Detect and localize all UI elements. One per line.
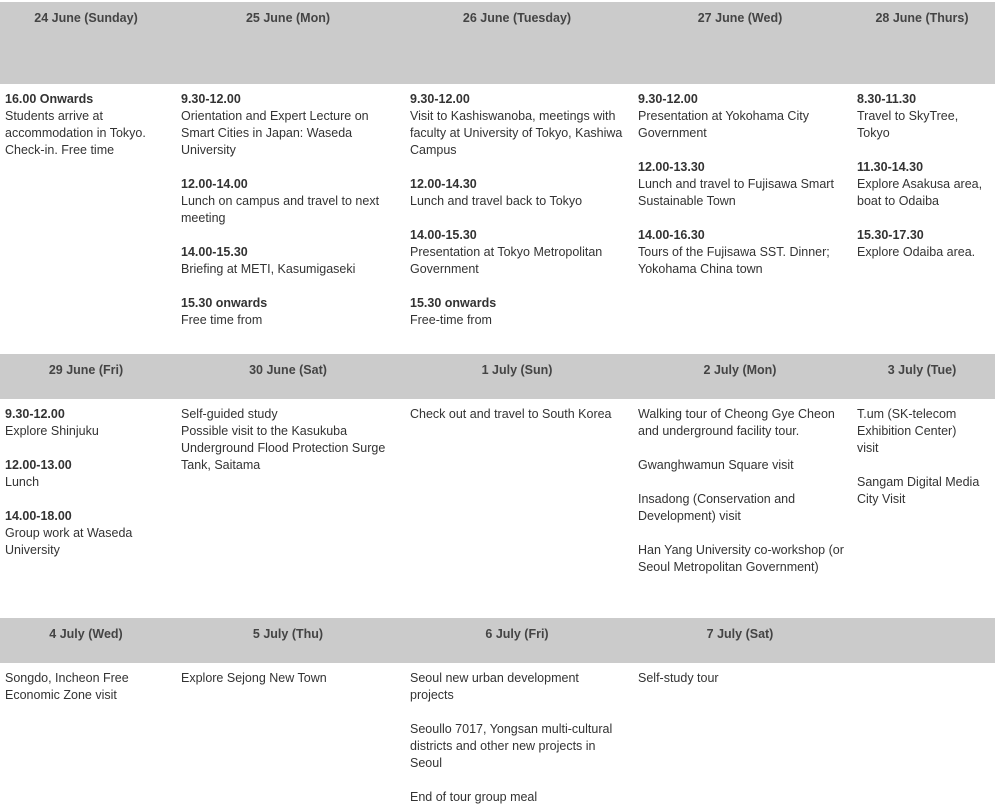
- day-header: 2 July (Mon): [703, 363, 777, 377]
- activity-description: Self-study tour: [638, 671, 719, 685]
- schedule-entry: [410, 406, 625, 423]
- activity-description: Self-guided study Possible visit to the Kasukuba Underground Flood Protection Surge Tank, Saitama: [181, 407, 386, 472]
- schedule-entry: [638, 491, 848, 525]
- activity-description: Explore Sejong New Town: [181, 671, 327, 685]
- activity-description: Sangam Digital Media City Visit: [857, 475, 980, 506]
- day-cell: [638, 91, 848, 278]
- schedule-entry: [638, 159, 848, 210]
- day-header: 6 July (Fri): [485, 627, 549, 641]
- time-slot: 12.00-13.30: [638, 160, 705, 174]
- activity-description: Students arrive at accommodation in Tokyo. Check-in. Free time: [5, 109, 146, 157]
- activity-description: Presentation at Yokohama City Government: [638, 109, 809, 140]
- time-slot: 15.30-17.30: [857, 228, 924, 242]
- schedule-entry: [638, 406, 848, 440]
- schedule-entry: [410, 176, 625, 210]
- day-cell: [5, 670, 170, 704]
- schedule-entry: [181, 670, 396, 687]
- time-slot: 14.00-18.00: [5, 509, 72, 523]
- activity-description: Lunch: [5, 475, 40, 489]
- activity-description: Lunch on campus and travel to next meeting: [181, 194, 380, 225]
- activity-description: Lunch and travel back to Tokyo: [410, 194, 583, 208]
- time-slot: 14.00-16.30: [638, 228, 705, 242]
- time-slot: 9.30-12.00: [410, 92, 470, 106]
- day-cell: [410, 406, 625, 423]
- day-header: 4 July (Wed): [49, 627, 123, 641]
- schedule-entry: [5, 406, 170, 440]
- day-header: 24 June (Sunday): [34, 11, 138, 25]
- day-header: 30 June (Sat): [249, 363, 327, 377]
- schedule-entry: [638, 670, 848, 687]
- day-cell: [638, 670, 848, 687]
- activity-description: Songdo, Incheon Free Economic Zone visit: [5, 671, 129, 702]
- activity-description: T.um (SK-telecom Exhibition Center) visit: [857, 407, 957, 455]
- schedule-entry: [410, 227, 625, 278]
- schedule-entry: [638, 457, 848, 474]
- activity-description: Gwanghwamun Square visit: [638, 458, 794, 472]
- time-slot: 11.30-14.30: [857, 160, 924, 174]
- activity-description: Tours of the Fujisawa SST. Dinner; Yokohama China town: [638, 245, 830, 276]
- schedule-entry: [181, 91, 396, 159]
- schedule-entry: [410, 721, 625, 772]
- activity-description: Han Yang University co-workshop (or Seoul Metropolitan Government): [638, 543, 844, 574]
- schedule-entry: [857, 159, 992, 210]
- activity-description: Presentation at Tokyo Metropolitan Government: [410, 245, 603, 276]
- schedule-entry: [410, 295, 625, 329]
- time-slot: 12.00-13.00: [5, 458, 72, 472]
- day-header: 7 July (Sat): [706, 627, 774, 641]
- schedule-entry: [5, 508, 170, 559]
- schedule-entry: [410, 670, 625, 704]
- day-cell: [410, 670, 625, 806]
- schedule-entry: [638, 91, 848, 142]
- day-cell: [181, 91, 396, 329]
- schedule-entry: [638, 227, 848, 278]
- activity-description: Explore Shinjuku: [5, 424, 99, 438]
- activity-description: End of tour group meal: [410, 790, 538, 804]
- activity-description: Lunch and travel to Fujisawa Smart Sustainable Town: [638, 177, 834, 208]
- day-header: 1 July (Sun): [481, 363, 553, 377]
- schedule-entry: [857, 227, 992, 261]
- day-cell: [181, 406, 396, 474]
- schedule-entry: [5, 91, 170, 159]
- schedule-entry: [857, 406, 992, 457]
- time-slot: 9.30-12.00: [5, 407, 65, 421]
- schedule-entry: [181, 406, 396, 474]
- schedule-entry: [181, 244, 396, 278]
- time-slot: 14.00-15.30: [410, 228, 477, 242]
- activity-description: Seoullo 7017, Yongsan multi-cultural districts and other new projects in Seoul: [410, 722, 613, 770]
- time-slot: 12.00-14.30: [410, 177, 477, 191]
- schedule-entry: [5, 457, 170, 491]
- time-slot: 12.00-14.00: [181, 177, 248, 191]
- activity-description: Insadong (Conservation and Development) visit: [638, 492, 796, 523]
- activity-description: Free-time from: [410, 313, 492, 327]
- schedule-entry: [638, 542, 848, 576]
- schedule-entry: [5, 670, 170, 704]
- schedule-entry: [857, 91, 992, 142]
- time-slot: 16.00 Onwards: [5, 92, 94, 106]
- activity-description: Walking tour of Cheong Gye Cheon and underground facility tour.: [638, 407, 835, 438]
- day-cell: [857, 406, 992, 508]
- day-header: 25 June (Mon): [245, 11, 331, 25]
- time-slot: 15.30 onwards: [410, 296, 497, 310]
- schedule-entry: [410, 91, 625, 159]
- day-cell: [5, 91, 170, 159]
- day-cell: [410, 91, 625, 329]
- day-header: 3 July (Tue): [887, 363, 957, 377]
- schedule-entry: [181, 295, 396, 329]
- day-cell: [638, 406, 848, 576]
- time-slot: 9.30-12.00: [638, 92, 698, 106]
- activity-description: Briefing at METI, Kasumigaseki: [181, 262, 356, 276]
- schedule-entry: [857, 474, 992, 508]
- time-slot: 15.30 onwards: [181, 296, 268, 310]
- activity-description: Orientation and Expert Lecture on Smart Cities in Japan: Waseda University: [181, 109, 369, 157]
- activity-description: Free time from: [181, 313, 263, 327]
- day-cell: [5, 406, 170, 559]
- header-row: [0, 354, 995, 399]
- day-cell: [857, 91, 992, 261]
- day-cell: [181, 670, 396, 687]
- day-header: 5 July (Thu): [252, 627, 324, 641]
- activity-description: Travel to SkyTree, Tokyo: [857, 109, 959, 140]
- activity-description: Explore Odaiba area.: [857, 245, 976, 259]
- activity-description: Seoul new urban development projects: [410, 671, 579, 702]
- day-header: 26 June (Tuesday): [462, 11, 572, 25]
- header-row: [0, 2, 995, 84]
- schedule-entry: [410, 789, 625, 806]
- header-row: [0, 618, 995, 663]
- schedule-entry: [181, 176, 396, 227]
- day-header: 27 June (Wed): [697, 11, 783, 25]
- time-slot: 9.30-12.00: [181, 92, 241, 106]
- time-slot: 8.30-11.30: [857, 92, 917, 106]
- time-slot: 14.00-15.30: [181, 245, 248, 259]
- activity-description: Explore Asakusa area, boat to Odaiba: [857, 177, 983, 208]
- activity-description: Check out and travel to South Korea: [410, 407, 612, 421]
- day-header: 29 June (Fri): [48, 363, 124, 377]
- activity-description: Visit to Kashiswanoba, meetings with faculty at University of Tokyo, Kashiwa Campus: [410, 109, 623, 157]
- activity-description: Group work at Waseda University: [5, 526, 133, 557]
- day-header: 28 June (Thurs): [875, 11, 969, 25]
